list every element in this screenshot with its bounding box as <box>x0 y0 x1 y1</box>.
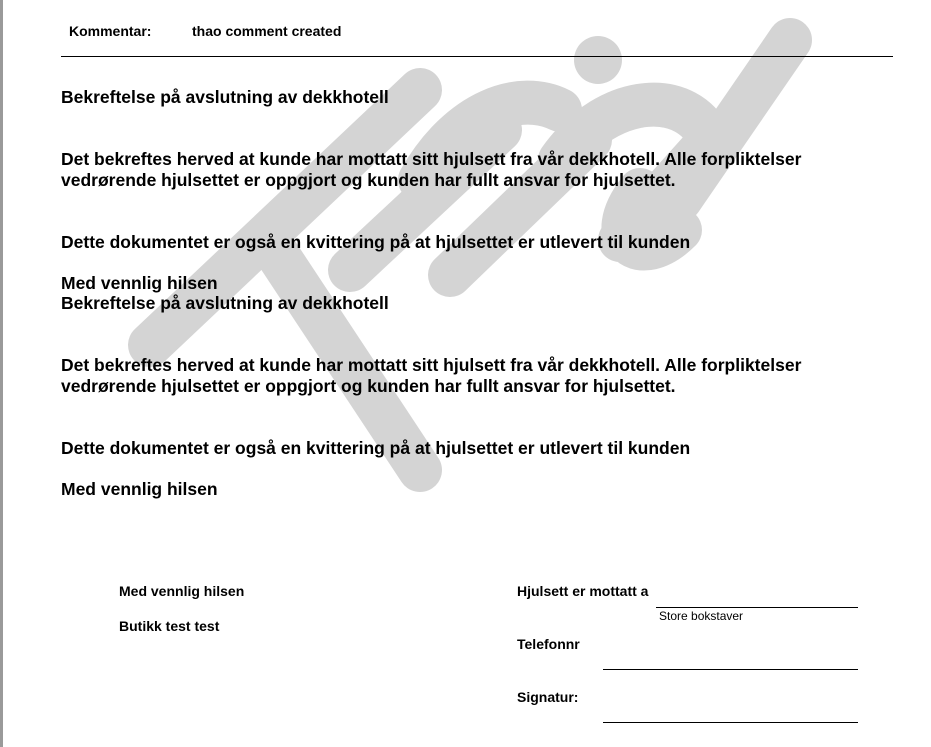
block2-title: Bekreftelse på avslutning av dekkhotell <box>61 293 389 313</box>
block2-closing: Med vennlig hilsen <box>61 479 218 499</box>
phone-line[interactable] <box>603 669 858 670</box>
block2-body-line2: vedrørende hjulsettet er oppgjort og kunden har fullt ansvar for hjulsettet. <box>61 376 676 396</box>
header-divider <box>61 56 893 57</box>
phone-label: Telefonnr <box>517 636 580 652</box>
block2-body-line1: Det bekreftes herved at kunde har mottatt sitt hjulsett fra vår dekkhotell. Alle forpliktelser <box>61 355 802 375</box>
footer-greeting: Med vennlig hilsen <box>119 583 245 599</box>
received-by-label: Hjulsett er mottatt a <box>517 583 649 599</box>
comment-label: Kommentar: <box>69 23 152 39</box>
comment-value: thao comment created <box>192 23 342 39</box>
shop-name: Butikk test test <box>119 618 220 634</box>
caps-hint: Store bokstaver <box>659 609 744 623</box>
block2-receipt: Dette dokumentet er også en kvittering på at hjulsettet er utlevert til kunden <box>61 438 691 458</box>
block1-body-line2: vedrørende hjulsettet er oppgjort og kunden har fullt ansvar for hjulsettet. <box>61 170 676 190</box>
signature-line[interactable] <box>603 722 858 723</box>
block1-receipt: Dette dokumentet er også en kvittering på at hjulsettet er utlevert til kunden <box>61 232 691 252</box>
block1-title: Bekreftelse på avslutning av dekkhotell <box>61 87 389 107</box>
block1-closing: Med vennlig hilsen <box>61 273 218 293</box>
signature-label: Signatur: <box>517 689 579 705</box>
block1-body-line1: Det bekreftes herved at kunde har mottatt sitt hjulsett fra vår dekkhotell. Alle forpliktelser <box>61 149 802 169</box>
received-by-line[interactable] <box>656 607 858 608</box>
